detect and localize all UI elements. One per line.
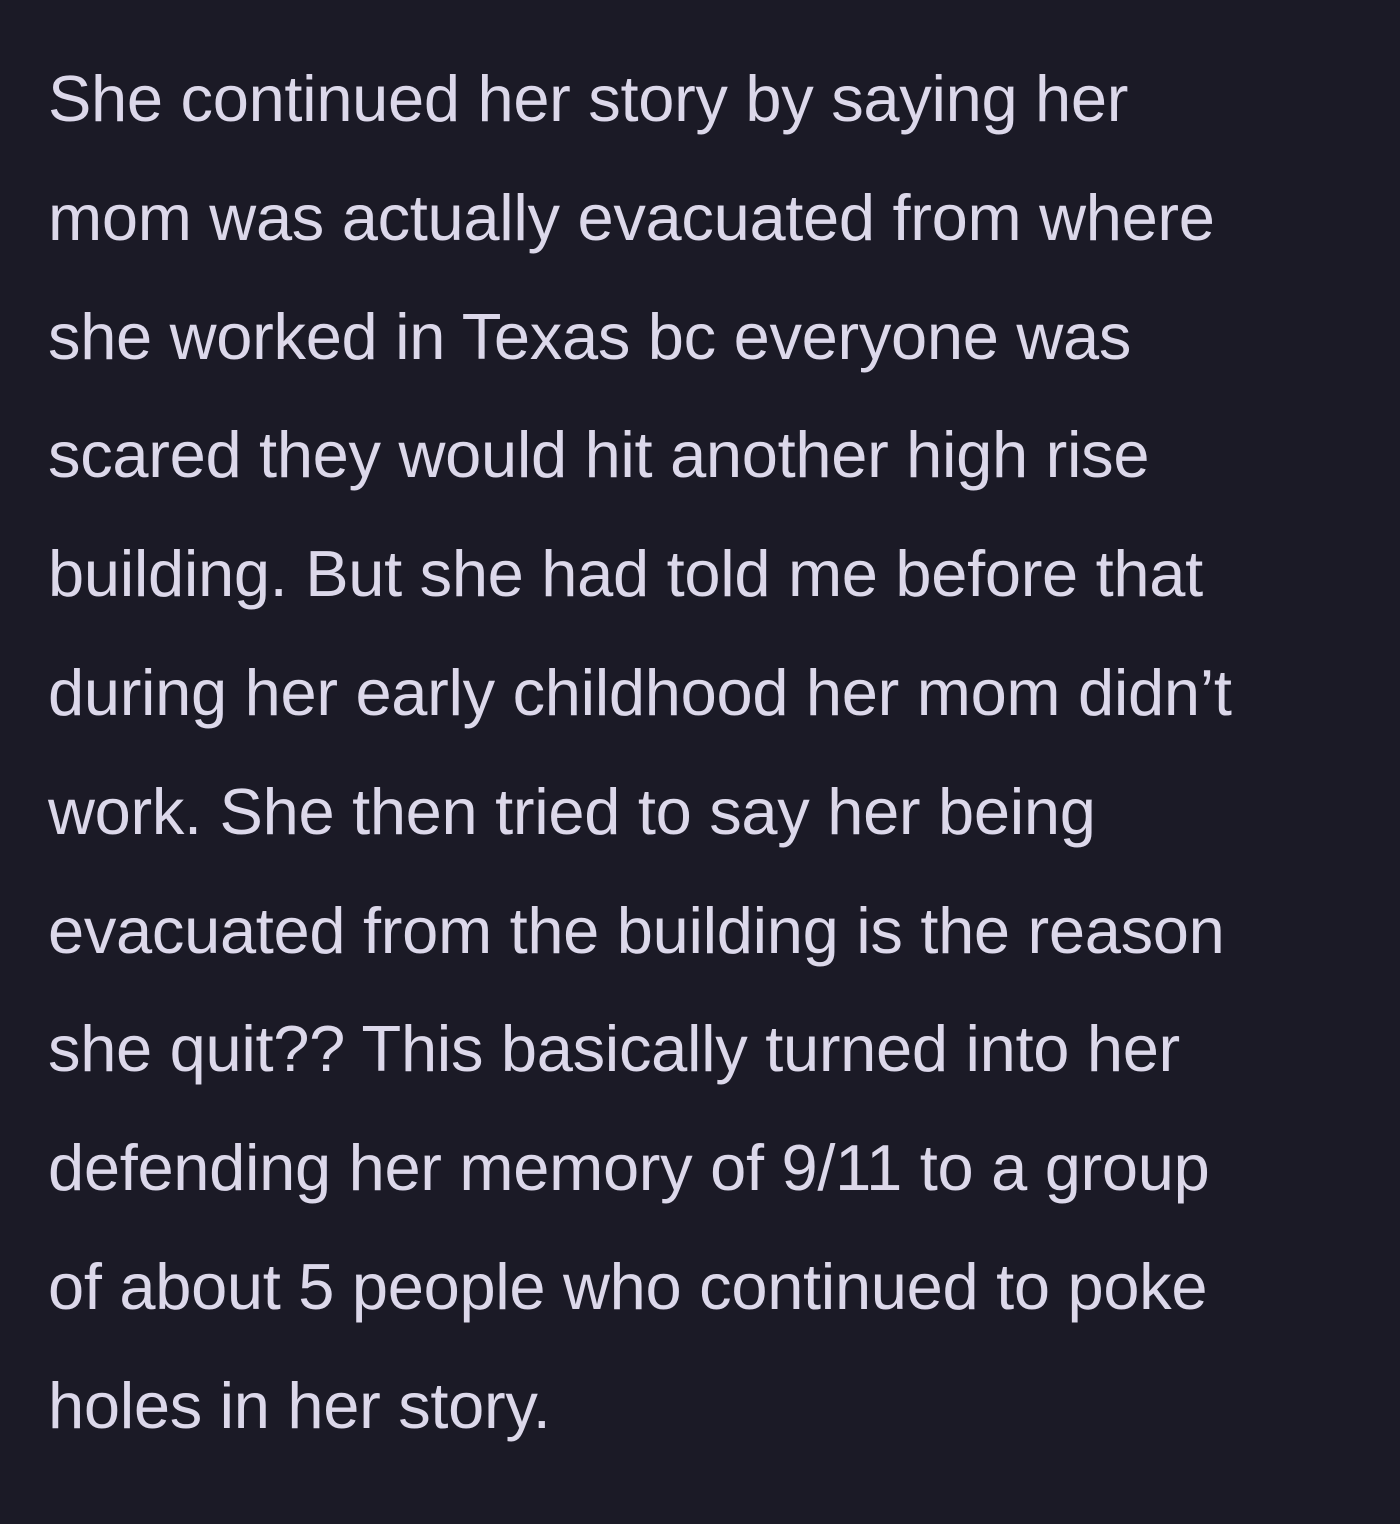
text-line: defending her memory of 9/11 to a group [48,1131,1210,1205]
text-line: of about 5 people who continued to poke [48,1249,1208,1323]
text-line: building. But she had told me before that [48,537,1203,611]
text-line: She continued her story by saying her [48,62,1129,135]
text-line: evacuated from the building is the reason [48,893,1225,967]
text-line: holes in her story. [48,1368,551,1442]
text-line: work. She then tried to say her being [48,774,1096,848]
text-line: during her early childhood her mom didn’t [48,655,1232,729]
post-body-text [48,40,1358,1466]
text-line: she worked in Texas bc everyone was [48,299,1132,373]
text-line: she quit?? This basically turned into her [48,1012,1180,1086]
text-line: scared they would hit another high rise [48,418,1150,492]
text-line: mom was actually evacuated from where [48,180,1215,254]
